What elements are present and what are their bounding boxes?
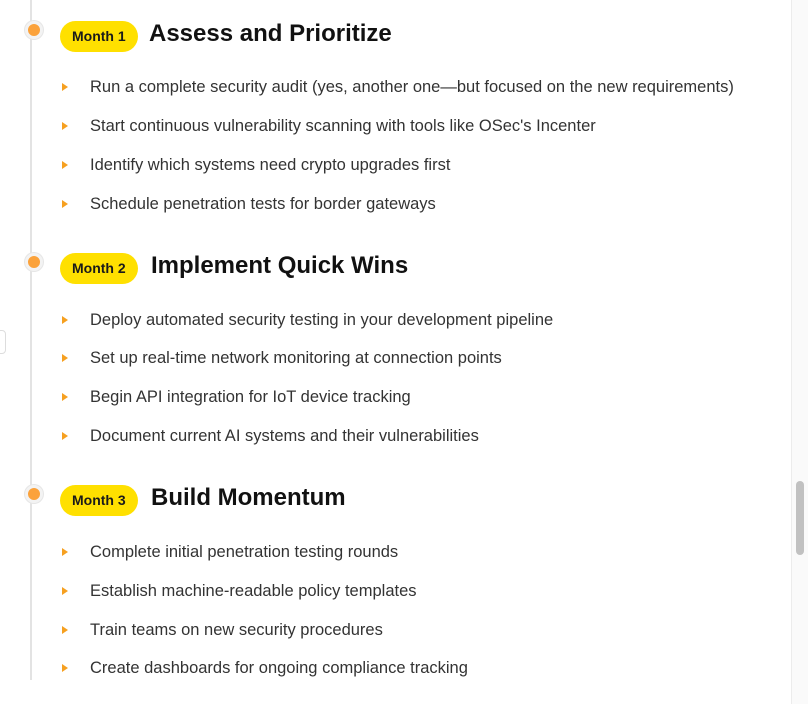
- timeline-dot-icon: [25, 485, 43, 503]
- task-text: Start continuous vulnerability scanning with tools like OSec's Incenter: [90, 117, 596, 135]
- task-text: Schedule penetration tests for border gateways: [90, 195, 436, 213]
- task-text: Run a complete security audit (yes, another one—but focused on the new requirements): [90, 78, 734, 96]
- triangle-right-icon: [62, 122, 68, 130]
- month-badge: Month 3: [60, 485, 138, 516]
- triangle-right-icon: [62, 548, 68, 556]
- timeline-dot-icon: [25, 21, 43, 39]
- triangle-right-icon: [62, 626, 68, 634]
- task-text: Train teams on new security procedures: [90, 621, 383, 639]
- triangle-right-icon: [62, 664, 68, 672]
- task-text: Deploy automated security testing in your development pipeline: [90, 311, 554, 329]
- side-panel-handle[interactable]: [0, 330, 6, 354]
- month-badge: Month 1: [60, 21, 138, 52]
- task-text: Document current AI systems and their vulnerabilities: [90, 427, 479, 445]
- triangle-right-icon: [62, 432, 68, 440]
- month-title: Assess and Prioritize: [149, 20, 392, 47]
- triangle-right-icon: [62, 161, 68, 169]
- month-badge: Month 2: [60, 253, 138, 284]
- triangle-right-icon: [62, 316, 68, 324]
- task-text: Create dashboards for ongoing compliance tracking: [90, 659, 468, 677]
- timeline-dot-icon: [25, 253, 43, 271]
- vertical-scrollbar[interactable]: [791, 0, 808, 704]
- task-text: Identify which systems need crypto upgrades first: [90, 156, 451, 174]
- month-title: Implement Quick Wins: [151, 252, 409, 279]
- task-text: Complete initial penetration testing rounds: [90, 543, 399, 561]
- triangle-right-icon: [62, 393, 68, 401]
- triangle-right-icon: [62, 354, 68, 362]
- scrollbar-thumb[interactable]: [796, 481, 804, 555]
- triangle-right-icon: [62, 83, 68, 91]
- timeline-line: [30, 0, 32, 680]
- month-title: Build Momentum: [151, 484, 346, 511]
- task-text: Begin API integration for IoT device tracking: [90, 388, 411, 406]
- task-text: Set up real-time network monitoring at connection points: [90, 349, 502, 367]
- triangle-right-icon: [62, 200, 68, 208]
- triangle-right-icon: [62, 587, 68, 595]
- task-text: Establish machine-readable policy templates: [90, 582, 417, 600]
